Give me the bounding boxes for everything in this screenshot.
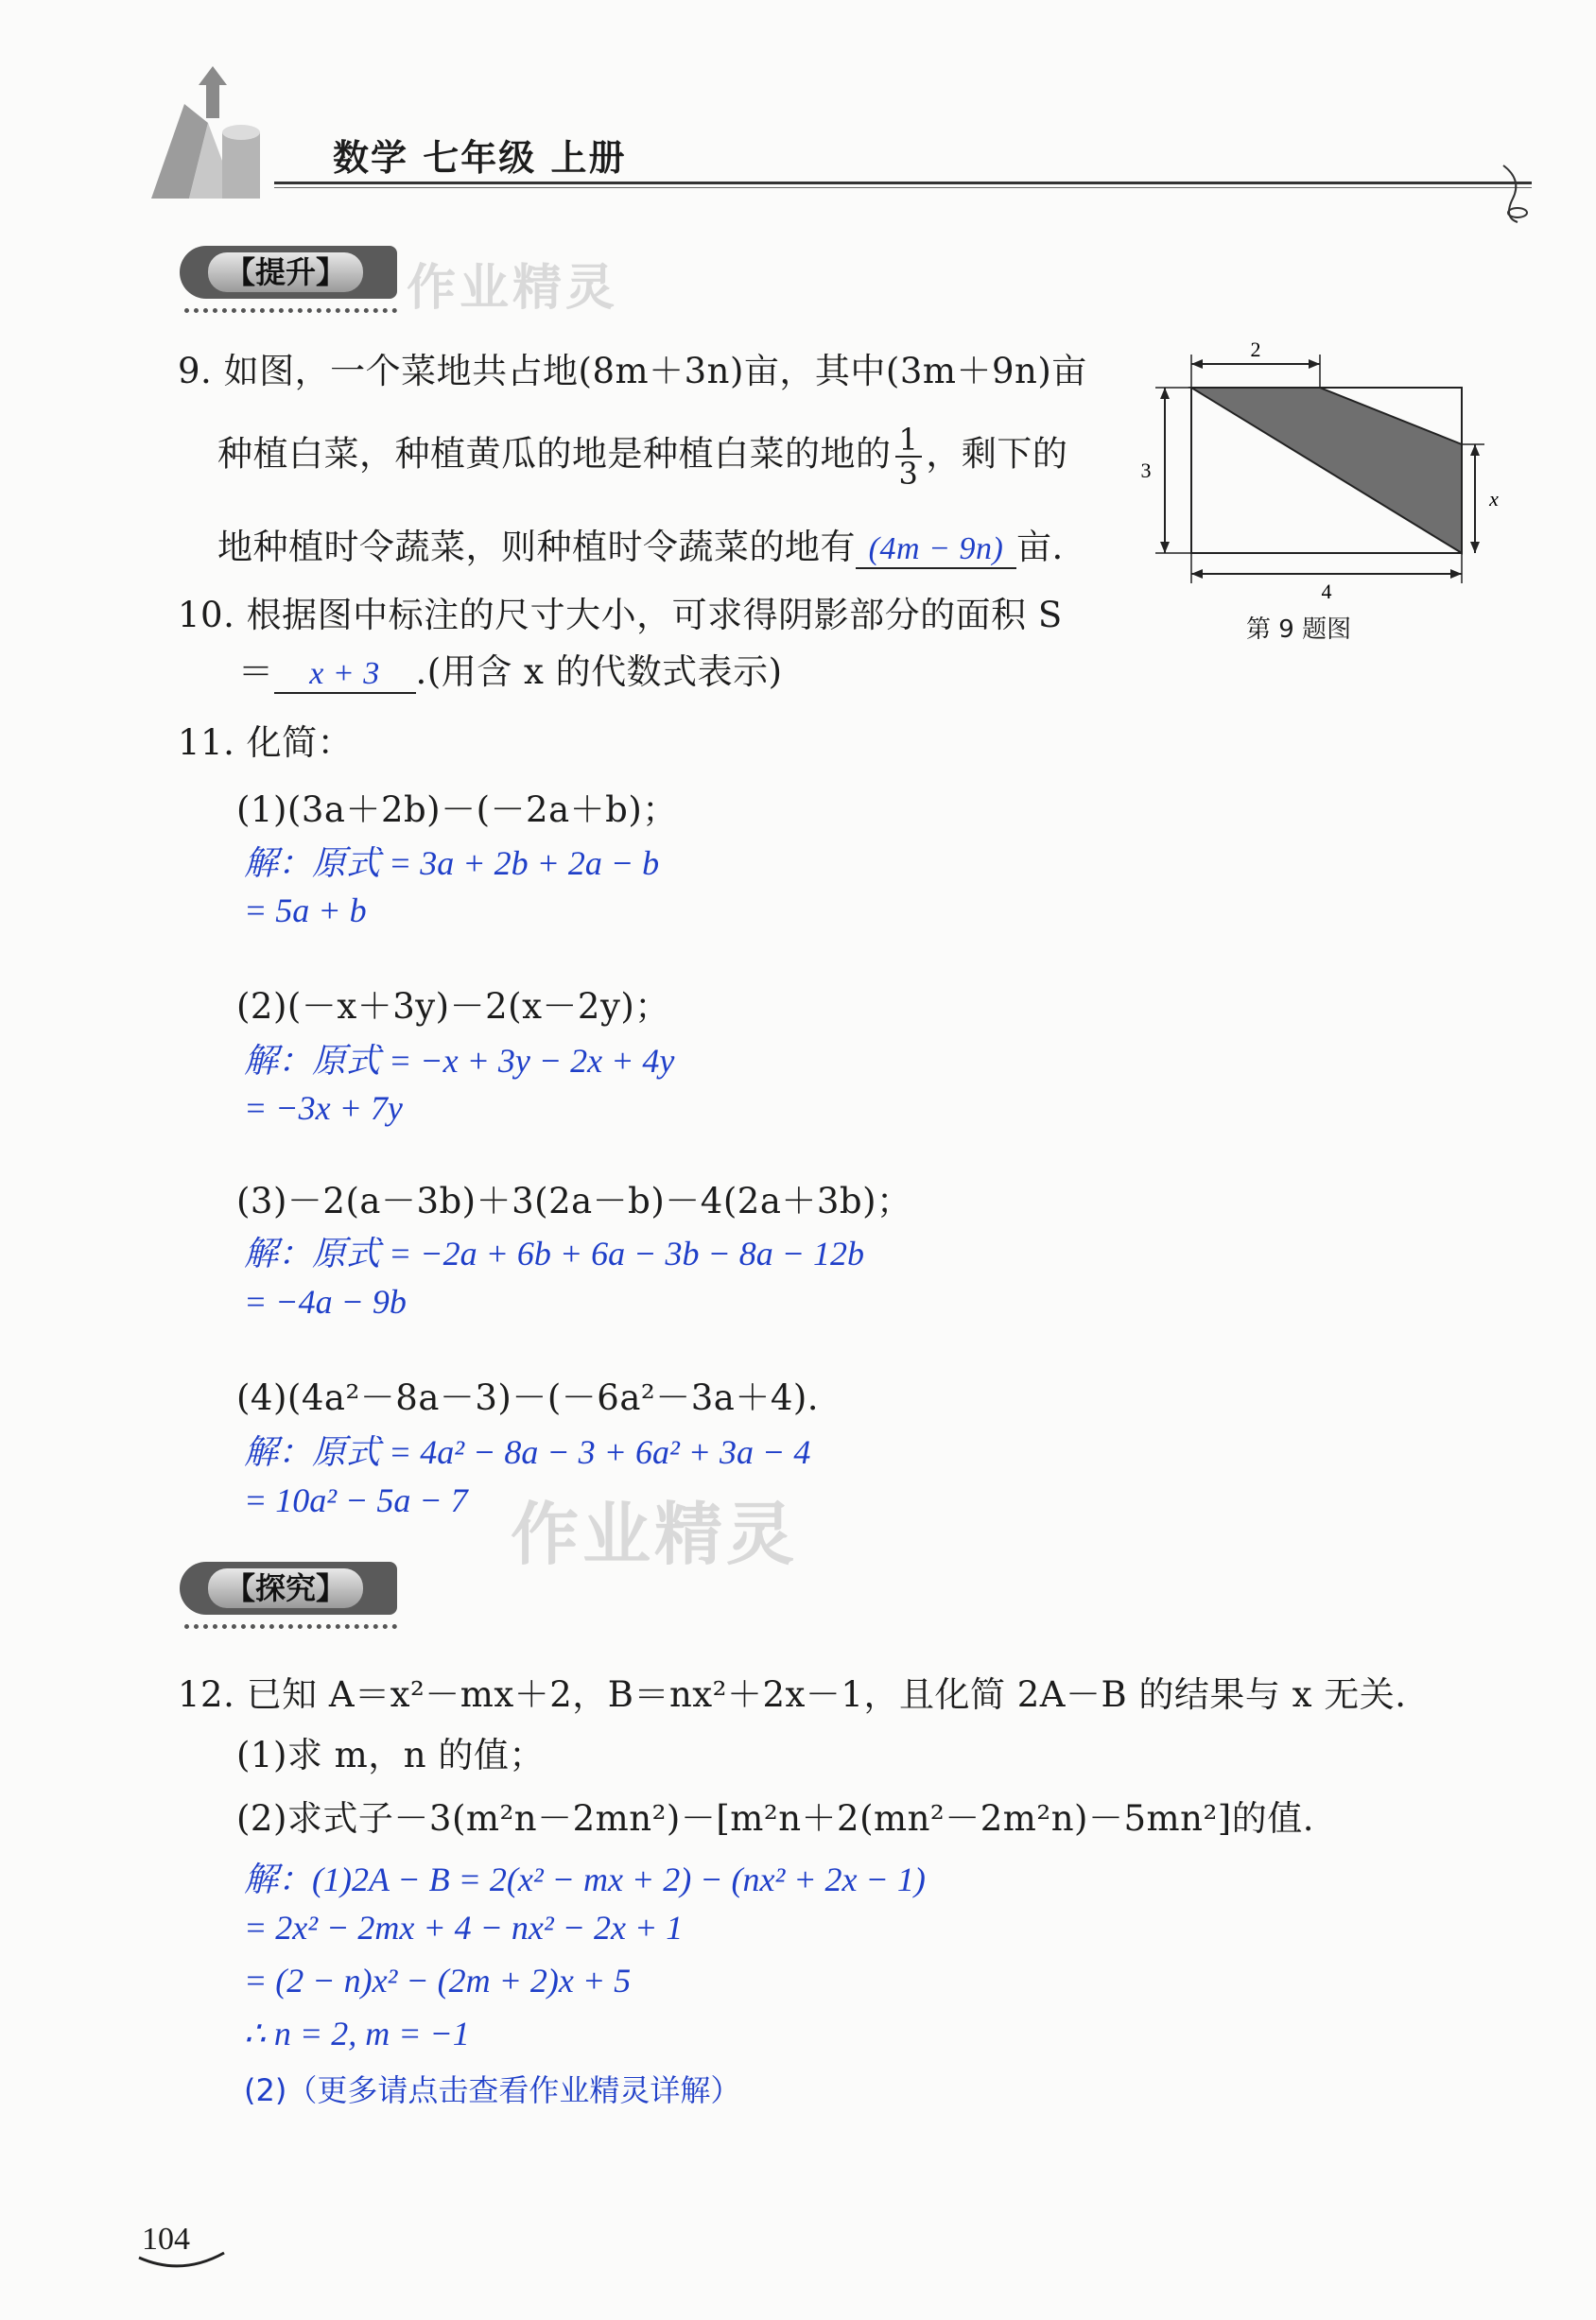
figure-shaded-area: [1191, 388, 1462, 553]
figure-label-left: 3: [1140, 459, 1152, 482]
q10-line1: 10. 根据图中标注的尺寸大小，可求得阴影部分的面积 S: [178, 595, 1063, 635]
page-number: 104: [142, 2222, 190, 2257]
header-rule: [274, 182, 1532, 184]
q9-line1: 9. 如图，一个菜地共占地(8m＋3n)亩，其中(3m＋9n)亩: [178, 351, 1087, 391]
q12-line1: 12. 已知 A＝x²－mx＋2，B＝nx²＋2x－1，且化简 2A－B 的结果与 x 无关.: [178, 1674, 1407, 1715]
section-badge-tisheng: [180, 246, 397, 299]
q11-p3-answer2: = −4a − 9b: [244, 1283, 407, 1321]
q9-line2b: ，剩下的: [926, 433, 1068, 475]
figure-label-top: 2: [1250, 338, 1261, 361]
frac-num: 1: [895, 424, 923, 458]
page-number-swoosh-icon: [134, 2248, 229, 2277]
header-rule-thin: [274, 187, 1532, 188]
q9-line2: [217, 424, 1067, 490]
fraction: [895, 424, 923, 490]
q12-answer1: 解：(1)2A − B = 2(x² − mx + 2) − (nx² + 2x − 1): [244, 1861, 926, 1898]
q9-answer-blank: [856, 527, 1016, 569]
watermark: 作业精灵: [407, 260, 619, 317]
book-logo-icon: [132, 66, 284, 208]
q11-p2-answer2: = −3x + 7y: [244, 1089, 403, 1127]
figure-caption: 第 9 题图: [1246, 615, 1352, 644]
q11-p1-answer2: = 5a + b: [244, 892, 367, 929]
section-badge-tanjiu: [180, 1562, 397, 1615]
q9-answer: (4m − 9n): [868, 531, 1004, 566]
q10-line2: [238, 643, 783, 694]
header-title: 数学 七年级 上册: [333, 137, 627, 179]
q9-line3: [217, 518, 1064, 569]
q11-p4-answer2: = 10a² − 5a − 7: [244, 1481, 468, 1519]
header-logo: [132, 66, 284, 208]
section-underline: [184, 1624, 397, 1629]
q9-line2a: 种植白菜，种植黄瓜的地是种植白菜的地的: [217, 433, 892, 475]
section-label: 【提升】: [208, 252, 363, 292]
q9-line3a: 地种植时令蔬菜，则种植时令蔬菜的地有: [217, 527, 856, 567]
q11-p1-answer1: 解：原式 = 3a + 2b + 2a − b: [244, 844, 660, 882]
q10-eq: ＝: [238, 651, 274, 692]
section-label: 【探究】: [208, 1568, 363, 1608]
q11-p2-question: (2)(－x＋3y)－2(x－2y)；: [236, 986, 670, 1027]
frac-den: 3: [898, 456, 919, 492]
leaf-ornament-icon: [1494, 161, 1541, 227]
section-underline: [184, 308, 397, 313]
q11-p2-answer1: 解：原式 = −x + 3y − 2x + 4y: [244, 1042, 675, 1080]
q11-p4-question: (4)(4a²－8a－3)－(－6a²－3a＋4).: [236, 1377, 820, 1418]
q12-answer2: = 2x² − 2mx + 4 − nx² − 2x + 1: [244, 1909, 684, 1947]
figure-label-right: x: [1489, 487, 1499, 511]
q10-answer: x + 3: [309, 656, 380, 691]
q11-p3-question: (3)－2(a－3b)＋3(2a－b)－4(2a＋3b)；: [236, 1181, 912, 1221]
q12-sub1: (1)求 m，n 的值；: [236, 1735, 545, 1775]
q9-line3b: 亩.: [1016, 527, 1064, 567]
q12-answer4: ∴ n = 2, m = −1: [244, 2015, 470, 2052]
q12-sub2: (2)求式子－3(m²n－2mn²)－[m²n＋2(mn²－2m²n)－5mn²]的值.: [236, 1798, 1314, 1839]
q10-answer-blank: [274, 651, 416, 694]
q11-p1-question: (1)(3a＋2b)－(－2a＋b)；: [236, 789, 678, 830]
q10-tail: .(用含 x 的代数式表示): [415, 651, 783, 692]
q11-p3-answer1: 解：原式 = −2a + 6b + 6a − 3b − 8a − 12b: [244, 1235, 865, 1273]
q11-title: 11. 化简：: [178, 722, 354, 763]
watermark-center: 作业精灵: [511, 1495, 799, 1574]
figure-label-bottom: 4: [1321, 580, 1332, 603]
q9-figure: [1135, 336, 1513, 629]
q11-p4-answer1: 解：原式 = 4a² − 8a − 3 + 6a² + 3a − 4: [244, 1433, 811, 1471]
q12-answer3: = (2 − n)x² − (2m + 2)x + 5: [244, 1962, 632, 2000]
q12-more-link[interactable]: (2)（更多请点击查看作业精灵详解）: [244, 2072, 741, 2108]
